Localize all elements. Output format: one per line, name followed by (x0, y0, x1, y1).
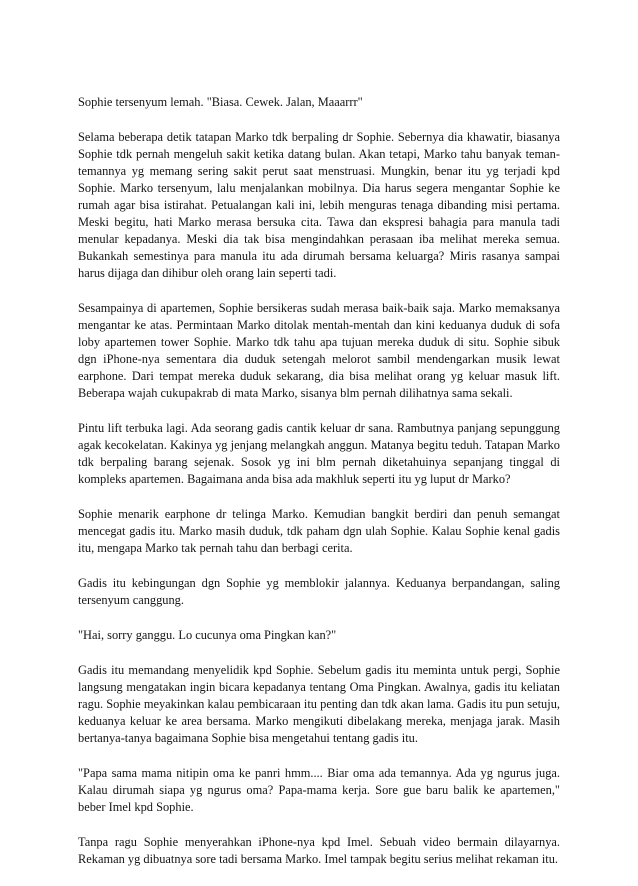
paragraph-10: Tanpa ragu Sophie menyerahkan iPhone-nya kpd Imel. Sebuah video bermain dilayarnya. Rekaman yg dibuatnya sore tadi bersama Marko. Imel tampak begitu serius melihat rekaman itu. (78, 835, 560, 866)
paragraph-9: "Papa sama mama nitipin oma ke panri hmm.... Biar oma ada temannya. Ada yg ngurus juga. Kalau dirumah siapa yg ngurus oma? Papa-mama kerja. Sore gue baru balik ke apartemen," beber Imel kpd Sophie. (78, 766, 560, 814)
paragraph-2: Selama beberapa detik tatapan Marko tdk berpaling dr Sophie. Sebernya dia khawatir, biasanya Sophie tdk pernah mengeluh sakit ketika datang bulan. Akan tetapi, Marko tahu banyak teman-temannya yg memang sering sakit perut saat menstruasi. Mungkin, benar itu yg terjadi kpd Sophie. Marko tersenyum, lalu menjalankan mobilnya. Dia harus segera mengantar Sophie ke rumah agar bisa istirahat. Petualangan kali ini, lebih menguras tenaga dibanding misi pertama. Meski begitu, hati Marko merasa bersuka cita. Tawa dan ekspresi bahagia para manula tadi menular kepadanya. Meski dia tak bisa mengindahkan perasaan iba melihat mereka semua. Bukankah semestinya para manula itu ada dirumah bersama keluarga? Miris rasanya sampai harus dijaga dan dihibur oleh orang lain seperti tadi. (78, 130, 560, 280)
paragraph-6: Gadis itu kebingungan dgn Sophie yg memblokir jalannya. Keduanya berpandangan, saling tersenyum canggung. (78, 576, 560, 607)
paragraph-4: Pintu lift terbuka lagi. Ada seorang gadis cantik keluar dr sana. Rambutnya panjang sepunggung agak kecokelatan. Kakinya yg jenjang melangkah anggun. Matanya begitu teduh. Tatapan Marko tdk berpaling barang sejenak. Sosok yg ini blm pernah diketahuinya sepanjang tinggal di kompleks apartemen. Bagaimana anda bisa ada makhluk seperti itu yg luput dr Marko? (78, 421, 560, 486)
paragraph-5: Sophie menarik earphone dr telinga Marko. Kemudian bangkit berdiri dan penuh semangat mencegat gadis itu. Marko masih duduk, tdk paham dgn ulah Sophie. Kalau Sophie kenal gadis itu, mengapa Marko tak pernah tahu dan berbagi cerita. (78, 507, 560, 555)
paragraph-8: Gadis itu memandang menyelidik kpd Sophie. Sebelum gadis itu meminta untuk pergi, Sophie langsung mengatakan ingin bicara kepadanya tentang Oma Pingkan. Awalnya, gadis itu keliatan ragu. Sophie meyakinkan kalau pembicaraan itu penting dan tdk akan lama. Gadis itu pun setuju, keduanya keluar ke area bersama. Marko mengikuti dibelakang mereka, menjaga jarak. Masih bertanya-tanya bagaimana Sophie bisa mengetahui tentang gadis itu. (78, 663, 560, 745)
paragraph-1: Sophie tersenyum lemah. "Biasa. Cewek. Jalan, Maaarrr" (78, 95, 363, 109)
paragraph-7: "Hai, sorry ganggu. Lo cucunya oma Pingkan kan?" (78, 628, 337, 642)
paragraph-3: Sesampainya di apartemen, Sophie bersikeras sudah merasa baik-baik saja. Marko memaksanya mengantar ke atas. Permintaan Marko ditolak mentah-mentah dan kini keduanya duduk di sofa loby apartemen tower Sophie. Marko tdk tahu apa tujuan mereka duduk di situ. Sophie sibuk dgn iPhone-nya sementara dia duduk setengah melorot sambil mendengarkan musik lewat earphone. Dari tempat mereka duduk sekarang, dia bisa melihat orang yg keluar masuk lift. Beberapa wajah cukupakrab di mata Marko, sisanya blm pernah dilihatnya sama sekali. (78, 301, 560, 400)
document-body (78, 94, 560, 886)
